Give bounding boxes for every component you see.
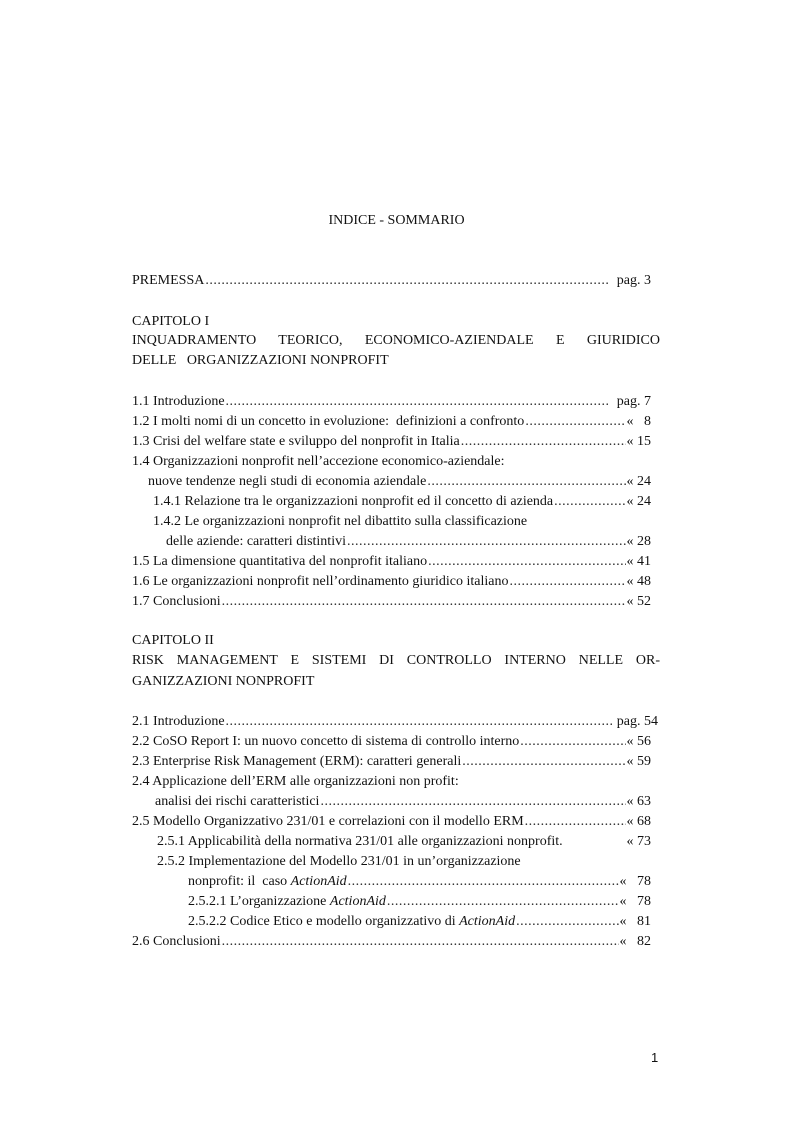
- dot-leader: [222, 933, 619, 951]
- toc-entry-label: 2.6 Conclusioni: [132, 934, 221, 949]
- toc-entry-1-3: [132, 433, 651, 451]
- page-number: 1: [651, 1050, 659, 1065]
- toc-entry-label: 2.5.1 Applicabilità della normativa 231/01 alle organizzazioni nonprofit.: [157, 834, 563, 849]
- toc-entry-label-text: nonprofit: il caso: [188, 874, 291, 889]
- dot-leader: [516, 913, 618, 931]
- toc-entry-page: « 24: [626, 474, 651, 489]
- toc-entry-page: « 73: [626, 834, 651, 849]
- toc-entry-1-4-2: 1.4.2 Le organizzazioni nonprofit nel dibattito sulla classificazione: [153, 514, 528, 529]
- toc-entry-1-7: [132, 593, 651, 611]
- toc-entry-label-italic: ActionAid: [329, 894, 386, 909]
- toc-entry-label-text: 2.5.2.1 L’organizzazione: [188, 894, 330, 909]
- toc-entry-label: [188, 873, 347, 891]
- dot-leader: [387, 893, 619, 911]
- toc-entry-label-text: 2.5.2.2 Codice Etico e modello organizzativo di: [188, 914, 460, 929]
- toc-entry-label: 2.5 Modello Organizzativo 231/01 e correlazioni con il modello ERM: [132, 814, 524, 829]
- toc-entry-2-1: [132, 713, 658, 731]
- chapter-2-subtitle-line-2: GANIZZAZIONI NONPROFIT: [132, 674, 315, 689]
- toc-entry-page: « 28: [626, 534, 651, 549]
- dot-leader: [554, 493, 625, 511]
- toc-entry-2-2: [132, 733, 651, 751]
- toc-entry-page: « 68: [626, 814, 651, 829]
- toc-entry-label: 1.7 Conclusioni: [132, 594, 221, 609]
- toc-entry-page: « 15: [626, 434, 651, 449]
- toc-entry-page: « 48: [626, 574, 651, 589]
- dot-leader: [525, 813, 626, 831]
- dot-leader: [461, 433, 626, 451]
- toc-entry-label-italic: ActionAid: [459, 914, 516, 929]
- toc-entry-1-1: [132, 393, 651, 411]
- toc-entry-page: « 41: [626, 554, 651, 569]
- dot-leader: [226, 713, 612, 731]
- toc-entry-1-2: [132, 413, 651, 431]
- toc-entry-2-5: [132, 813, 651, 831]
- toc-entry-page: « 24: [626, 494, 651, 509]
- toc-entry-1-4-cont: [148, 473, 651, 491]
- dot-leader: [348, 873, 619, 891]
- toc-entry-premessa: [132, 272, 651, 290]
- toc-entry-label: [188, 893, 386, 911]
- toc-entry-label: delle aziende: caratteri distintivi: [166, 534, 346, 549]
- toc-entry-label: nuove tendenze negli studi di economia aziendale: [148, 474, 427, 489]
- toc-entry-label: [188, 913, 515, 931]
- dot-leader: [525, 413, 625, 431]
- chapter-1-subtitle-line-1: INQUADRAMENTO TEORICO, ECONOMICO-AZIENDALE E GIURIDICO: [132, 333, 660, 348]
- toc-entry-1-4: 1.4 Organizzazioni nonprofit nell’accezione economico-aziendale:: [132, 454, 505, 469]
- dot-leader: [205, 272, 609, 290]
- toc-entry-label: 1.1 Introduzione: [132, 394, 225, 409]
- toc-entry-2-4: 2.4 Applicazione dell’ERM alle organizzazioni non profit:: [132, 774, 459, 789]
- toc-entry-1-5: [132, 553, 651, 571]
- toc-entry-page: « 59: [626, 754, 651, 769]
- toc-entry-page: « 56: [626, 734, 651, 749]
- toc-entry-page: pag. 7: [616, 394, 651, 409]
- toc-entry-2-5-1: [157, 833, 651, 851]
- toc-entry-2-6: [132, 933, 651, 951]
- toc-entry-label-italic: ActionAid: [290, 874, 347, 889]
- toc-entry-page: « 78: [619, 894, 651, 909]
- dot-leader: [222, 593, 626, 611]
- page-title: INDICE - SOMMARIO: [328, 213, 465, 228]
- dot-leader: [320, 793, 625, 811]
- toc-entry-label: PREMESSA: [132, 273, 205, 288]
- dot-leader: [347, 533, 626, 551]
- dot-leader: [428, 553, 625, 571]
- toc-entry-2-5-2-1: [188, 893, 651, 911]
- dot-leader: [520, 733, 625, 751]
- toc-entry-page: « 63: [626, 794, 651, 809]
- toc-entry-label: 2.1 Introduzione: [132, 714, 225, 729]
- toc-entry-1-4-1: [153, 493, 651, 511]
- toc-entry-page: pag. 3: [616, 273, 651, 288]
- chapter-1-subtitle-line-2: DELLE ORGANIZZAZIONI NONPROFIT: [132, 353, 389, 368]
- toc-entry-page: pag. 54: [616, 714, 658, 729]
- toc-entry-page: « 8: [626, 414, 651, 429]
- dot-leader: [462, 753, 625, 771]
- dot-leader: [509, 573, 625, 591]
- toc-entry-label: 2.2 CoSO Report I: un nuovo concetto di sistema di controllo interno: [132, 734, 520, 749]
- toc-entry-label: 1.3 Crisi del welfare state e sviluppo del nonprofit in Italia: [132, 434, 460, 449]
- toc-entry-page: « 78: [619, 874, 651, 889]
- toc-entry-2-4-cont: [155, 793, 651, 811]
- toc-entry-2-3: [132, 753, 651, 771]
- toc-entry-page: « 82: [619, 934, 651, 949]
- toc-entry-2-5-2: 2.5.2 Implementazione del Modello 231/01 in un’organizzazione: [157, 854, 521, 869]
- toc-entry-label: 2.3 Enterprise Risk Management (ERM): caratteri generali: [132, 754, 462, 769]
- toc-entry-label: 1.4.1 Relazione tra le organizzazioni nonprofit ed il concetto di azienda: [153, 494, 554, 509]
- toc-entry-label: analisi dei rischi caratteristici: [155, 794, 320, 809]
- toc-entry-label: 1.5 La dimensione quantitativa del nonprofit italiano: [132, 554, 428, 569]
- toc-entry-label: 1.6 Le organizzazioni nonprofit nell’ordinamento giuridico italiano: [132, 574, 509, 589]
- chapter-2-heading: CAPITOLO II: [132, 633, 214, 648]
- toc-entry-page: « 81: [619, 914, 651, 929]
- toc-entry-1-4-2-cont: [166, 533, 651, 551]
- toc-entry-label: 1.2 I molti nomi di un concetto in evoluzione: definizioni a confronto: [132, 414, 525, 429]
- dot-leader: [427, 473, 625, 491]
- toc-entry-2-5-2-cont: [188, 873, 651, 891]
- toc-entry-1-6: [132, 573, 651, 591]
- toc-entry-2-5-2-2: [188, 913, 651, 931]
- chapter-1-heading: CAPITOLO I: [132, 314, 210, 329]
- toc-entry-page: « 52: [626, 594, 651, 609]
- chapter-2-subtitle-line-1: RISK MANAGEMENT E SISTEMI DI CONTROLLO INTERNO NELLE OR-: [132, 653, 660, 668]
- dot-leader: [226, 393, 608, 411]
